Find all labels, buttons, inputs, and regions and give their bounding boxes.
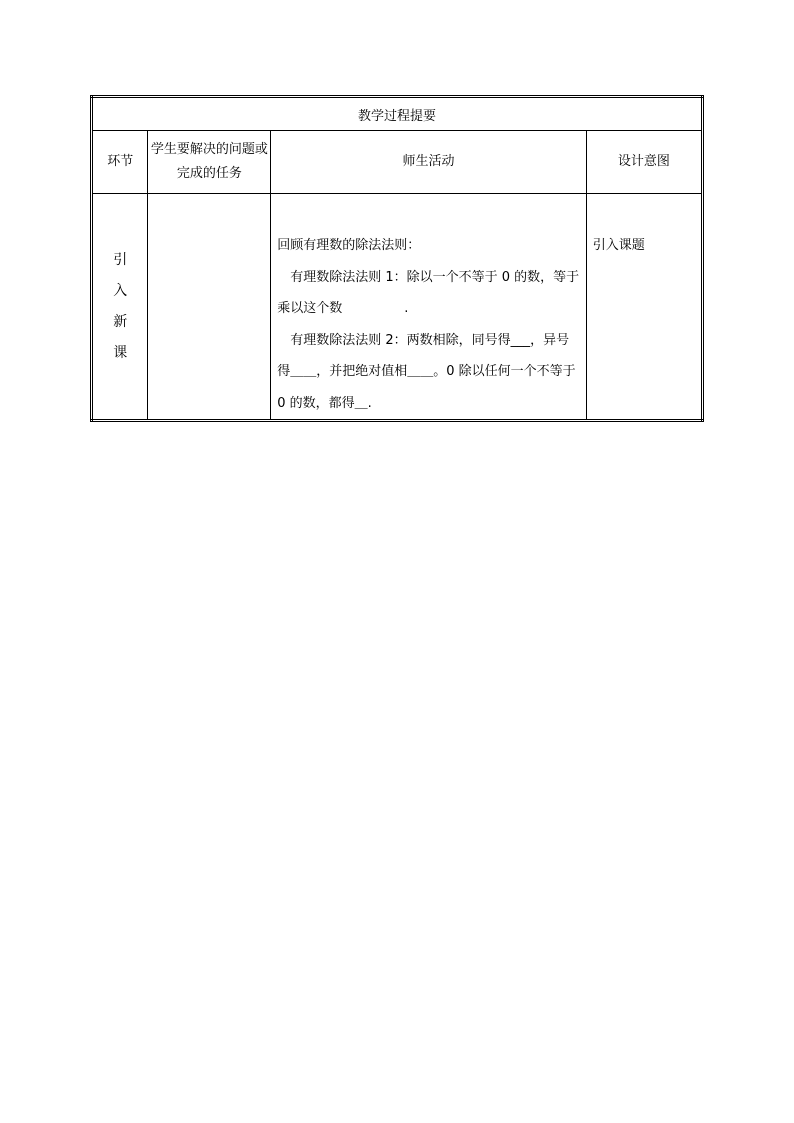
- header-task: 学生要解决的问题或完成的任务: [148, 131, 271, 194]
- table-header-row: [92, 131, 703, 194]
- stage-cell: [92, 194, 148, 421]
- header-intent: 设计意图: [586, 131, 702, 194]
- table-row: [92, 194, 703, 421]
- activity-cell: [271, 194, 586, 421]
- task-cell: [148, 194, 271, 421]
- header-activity: 师生活动: [271, 131, 586, 194]
- stage-label: 引入新课: [113, 251, 128, 361]
- activity-intro: 回顾有理数的除法法则：: [277, 238, 421, 253]
- header-stage: 环节: [92, 131, 148, 194]
- intent-cell: 引入课题: [586, 194, 702, 421]
- table-title-row: [92, 97, 703, 131]
- division-rule-1-end: .: [404, 301, 409, 316]
- division-rule-2: 有理数除法法则 2：两数相除，同号得___，异号得＿＿，并把绝对值相＿＿。0 除以任何一个不等于 0 的数，都得＿.: [277, 332, 576, 411]
- division-rule-1-text: 有理数除法法则 1：除以一个不等于 0 的数，等于乘以这个数: [277, 269, 580, 316]
- division-rule-1: [277, 262, 581, 325]
- table-title: 教学过程提要: [92, 97, 703, 131]
- lesson-process-table: [90, 95, 704, 422]
